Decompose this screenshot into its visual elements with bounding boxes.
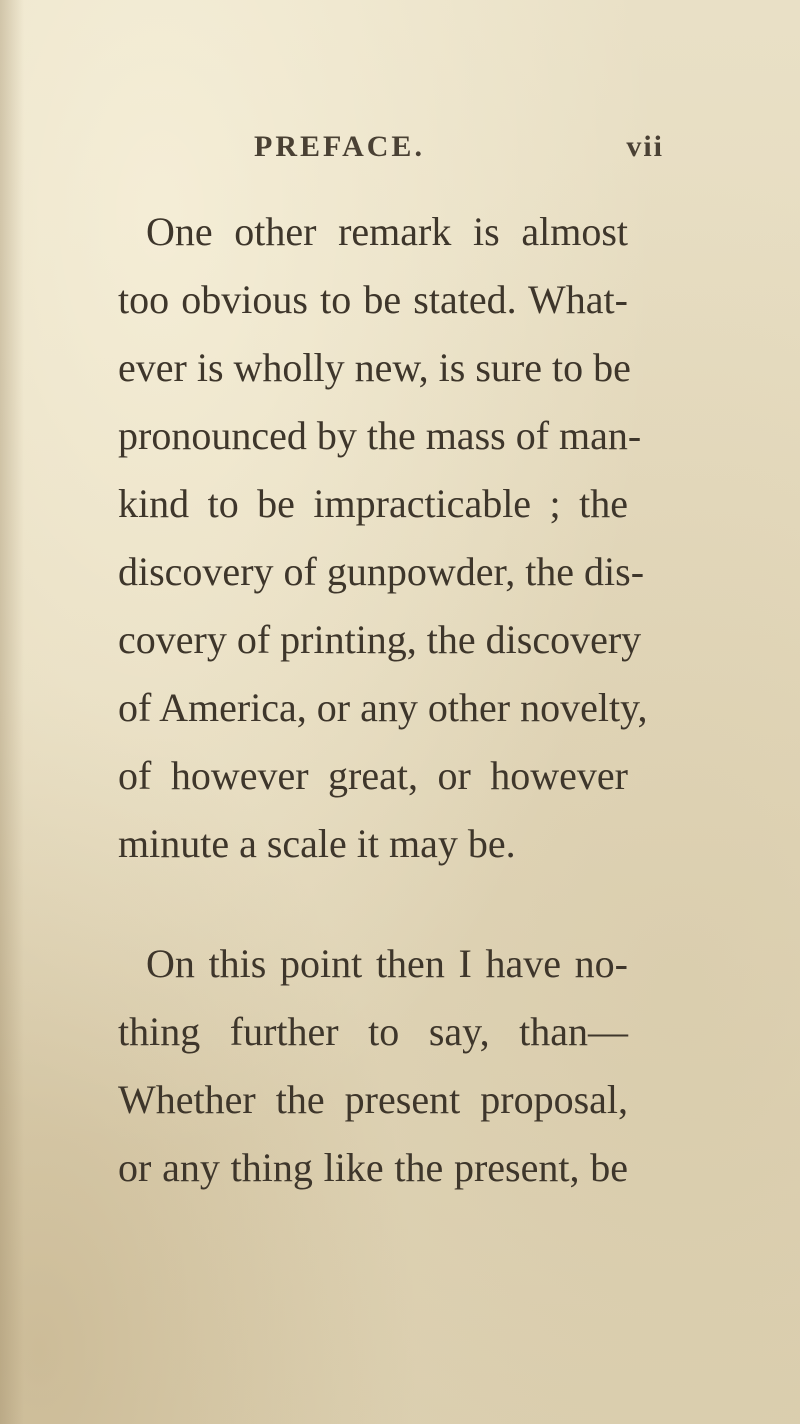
page-number: vii xyxy=(626,130,664,163)
page-edge-shadow xyxy=(0,0,24,1424)
text-line: Whether the present proposal, xyxy=(118,1077,628,1122)
text-line: One other remark is almost xyxy=(146,209,628,254)
paragraph-2 xyxy=(118,930,628,1202)
text-line: discovery of gunpowder, the dis- xyxy=(118,549,645,594)
text-line: of America, or any other novelty, xyxy=(118,685,648,730)
text-line: thing further to say, than— xyxy=(118,1009,628,1054)
paragraph-gap xyxy=(118,878,628,930)
paragraph-1 xyxy=(118,198,648,878)
text-line: of however great, or however xyxy=(118,753,628,798)
text-line: kind to be impracticable ; the xyxy=(118,481,628,526)
text-line: minute a scale it may be. xyxy=(118,821,516,866)
text-line: or any thing like the present, be xyxy=(118,1145,628,1190)
text-line: On this point then I have no- xyxy=(146,941,628,986)
text-line: too obvious to be stated. What- xyxy=(118,277,628,322)
body-text xyxy=(118,198,648,1202)
text-line: pronounced by the mass of man- xyxy=(118,413,642,458)
text-line: ever is wholly new, is sure to be xyxy=(118,345,631,390)
running-head xyxy=(254,130,664,170)
text-line: covery of printing, the discovery xyxy=(118,617,642,662)
running-title: PREFACE. xyxy=(254,130,425,163)
